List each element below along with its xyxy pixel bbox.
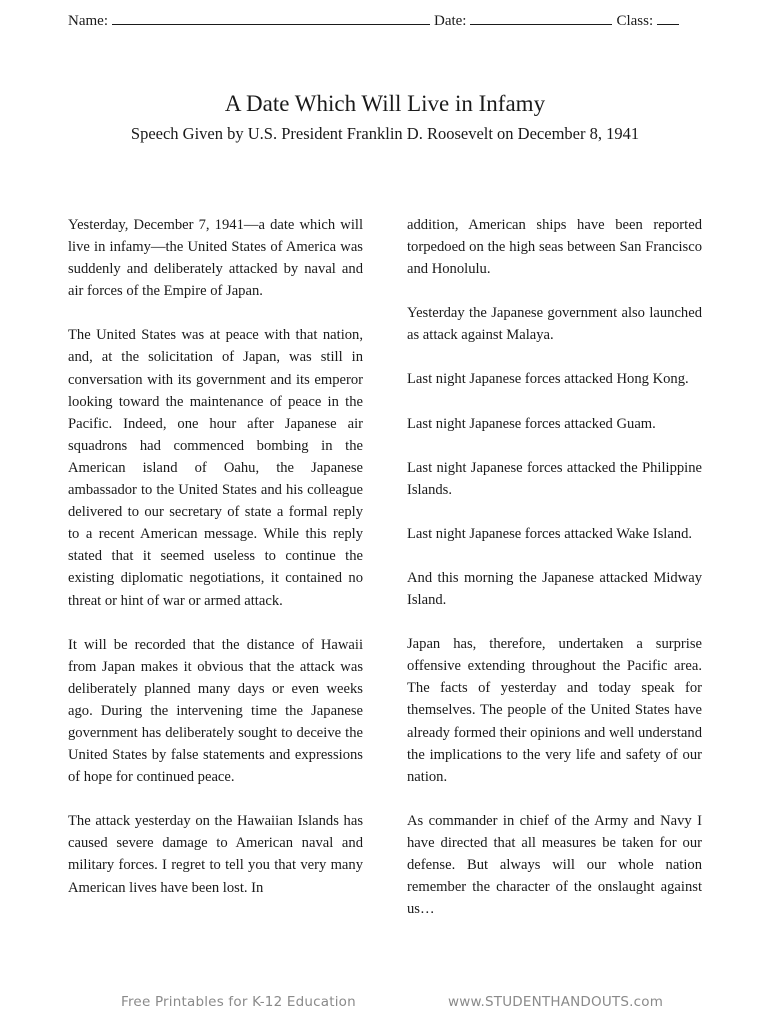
- paragraph: addition, American ships have been reported torpedoed on the high seas between San Francisco and Honolulu.: [407, 217, 702, 278]
- page-title: A Date Which Will Live in Infamy: [224, 91, 546, 116]
- date-label: Date:: [433, 13, 467, 29]
- paragraph: Japan has, therefore, undertaken a surprise offensive extending throughout the Pacific area. The facts of yesterday and today speak for themselves. The people of the United States have already formed their opinions and well understand the implications to the very life and safety of our nation.: [407, 636, 702, 785]
- paragraph: And this morning the Japanese attacked Midway Island.: [407, 569, 702, 609]
- student-info-header: [68, 10, 704, 30]
- page-subtitle: Speech Given by U.S. President Franklin D. Roosevelt on December 8, 1941: [130, 124, 640, 143]
- class-label: Class:: [616, 13, 654, 29]
- name-label: Name:: [68, 13, 108, 29]
- paragraph: Yesterday, December 7, 1941—a date which will live in infamy—the United States of America was suddenly and deliberately attacked by naval and air forces of the Empire of Japan.: [68, 217, 363, 300]
- paragraph: Last night Japanese forces attacked Guam.: [407, 415, 656, 432]
- paragraph: Last night Japanese forces attacked the Philippine Islands.: [407, 459, 702, 498]
- footer-website: www.STUDENTHANDOUTS.com: [448, 994, 664, 1010]
- paragraph: The United States was at peace with that nation, and, at the solicitation of Japan, was still in conversation with its government and its emperor looking toward the maintenance of peace in the Pacific. Indeed, one hour after Japanese air squadrons had commenced bombing in the American island of Oahu, the Japanese ambassador to the United States and his colleague delivered to our secretary of state a formal reply to a recent American message. While this reply stated that it seemed useless to continue the existing diplomatic negotiations, it contained no threat or hint of war or armed attack.: [68, 327, 363, 609]
- paragraph: As commander in chief of the Army and Navy I have directed that all measures be taken for our defense. But always will our whole nation remember the character of the onslaught against us…: [407, 812, 702, 918]
- paragraph: Yesterday the Japanese government also launched as attack against Malaya.: [407, 305, 702, 344]
- paragraph: Last night Japanese forces attacked Hong Kong.: [407, 371, 689, 388]
- name-field[interactable]: [112, 10, 430, 25]
- paragraph: It will be recorded that the distance of Hawaii from Japan makes it obvious that the attack was deliberately planned many days or even weeks ago. During the intervening time the Japanese government has deliberately sought to deceive the United States by false statements and expressions of hope for continued peace.: [68, 636, 363, 786]
- left-column: [68, 214, 363, 921]
- class-field[interactable]: [657, 10, 679, 25]
- date-field[interactable]: [470, 10, 612, 25]
- footer-tagline: Free Printables for K-12 Education: [121, 994, 356, 1010]
- paragraph: Last night Japanese forces attacked Wake Island.: [407, 525, 693, 542]
- right-column: [407, 214, 702, 942]
- paragraph: The attack yesterday on the Hawaiian Islands has caused severe damage to American naval and military forces. I regret to tell you that very many American lives have been lost. In: [68, 813, 363, 896]
